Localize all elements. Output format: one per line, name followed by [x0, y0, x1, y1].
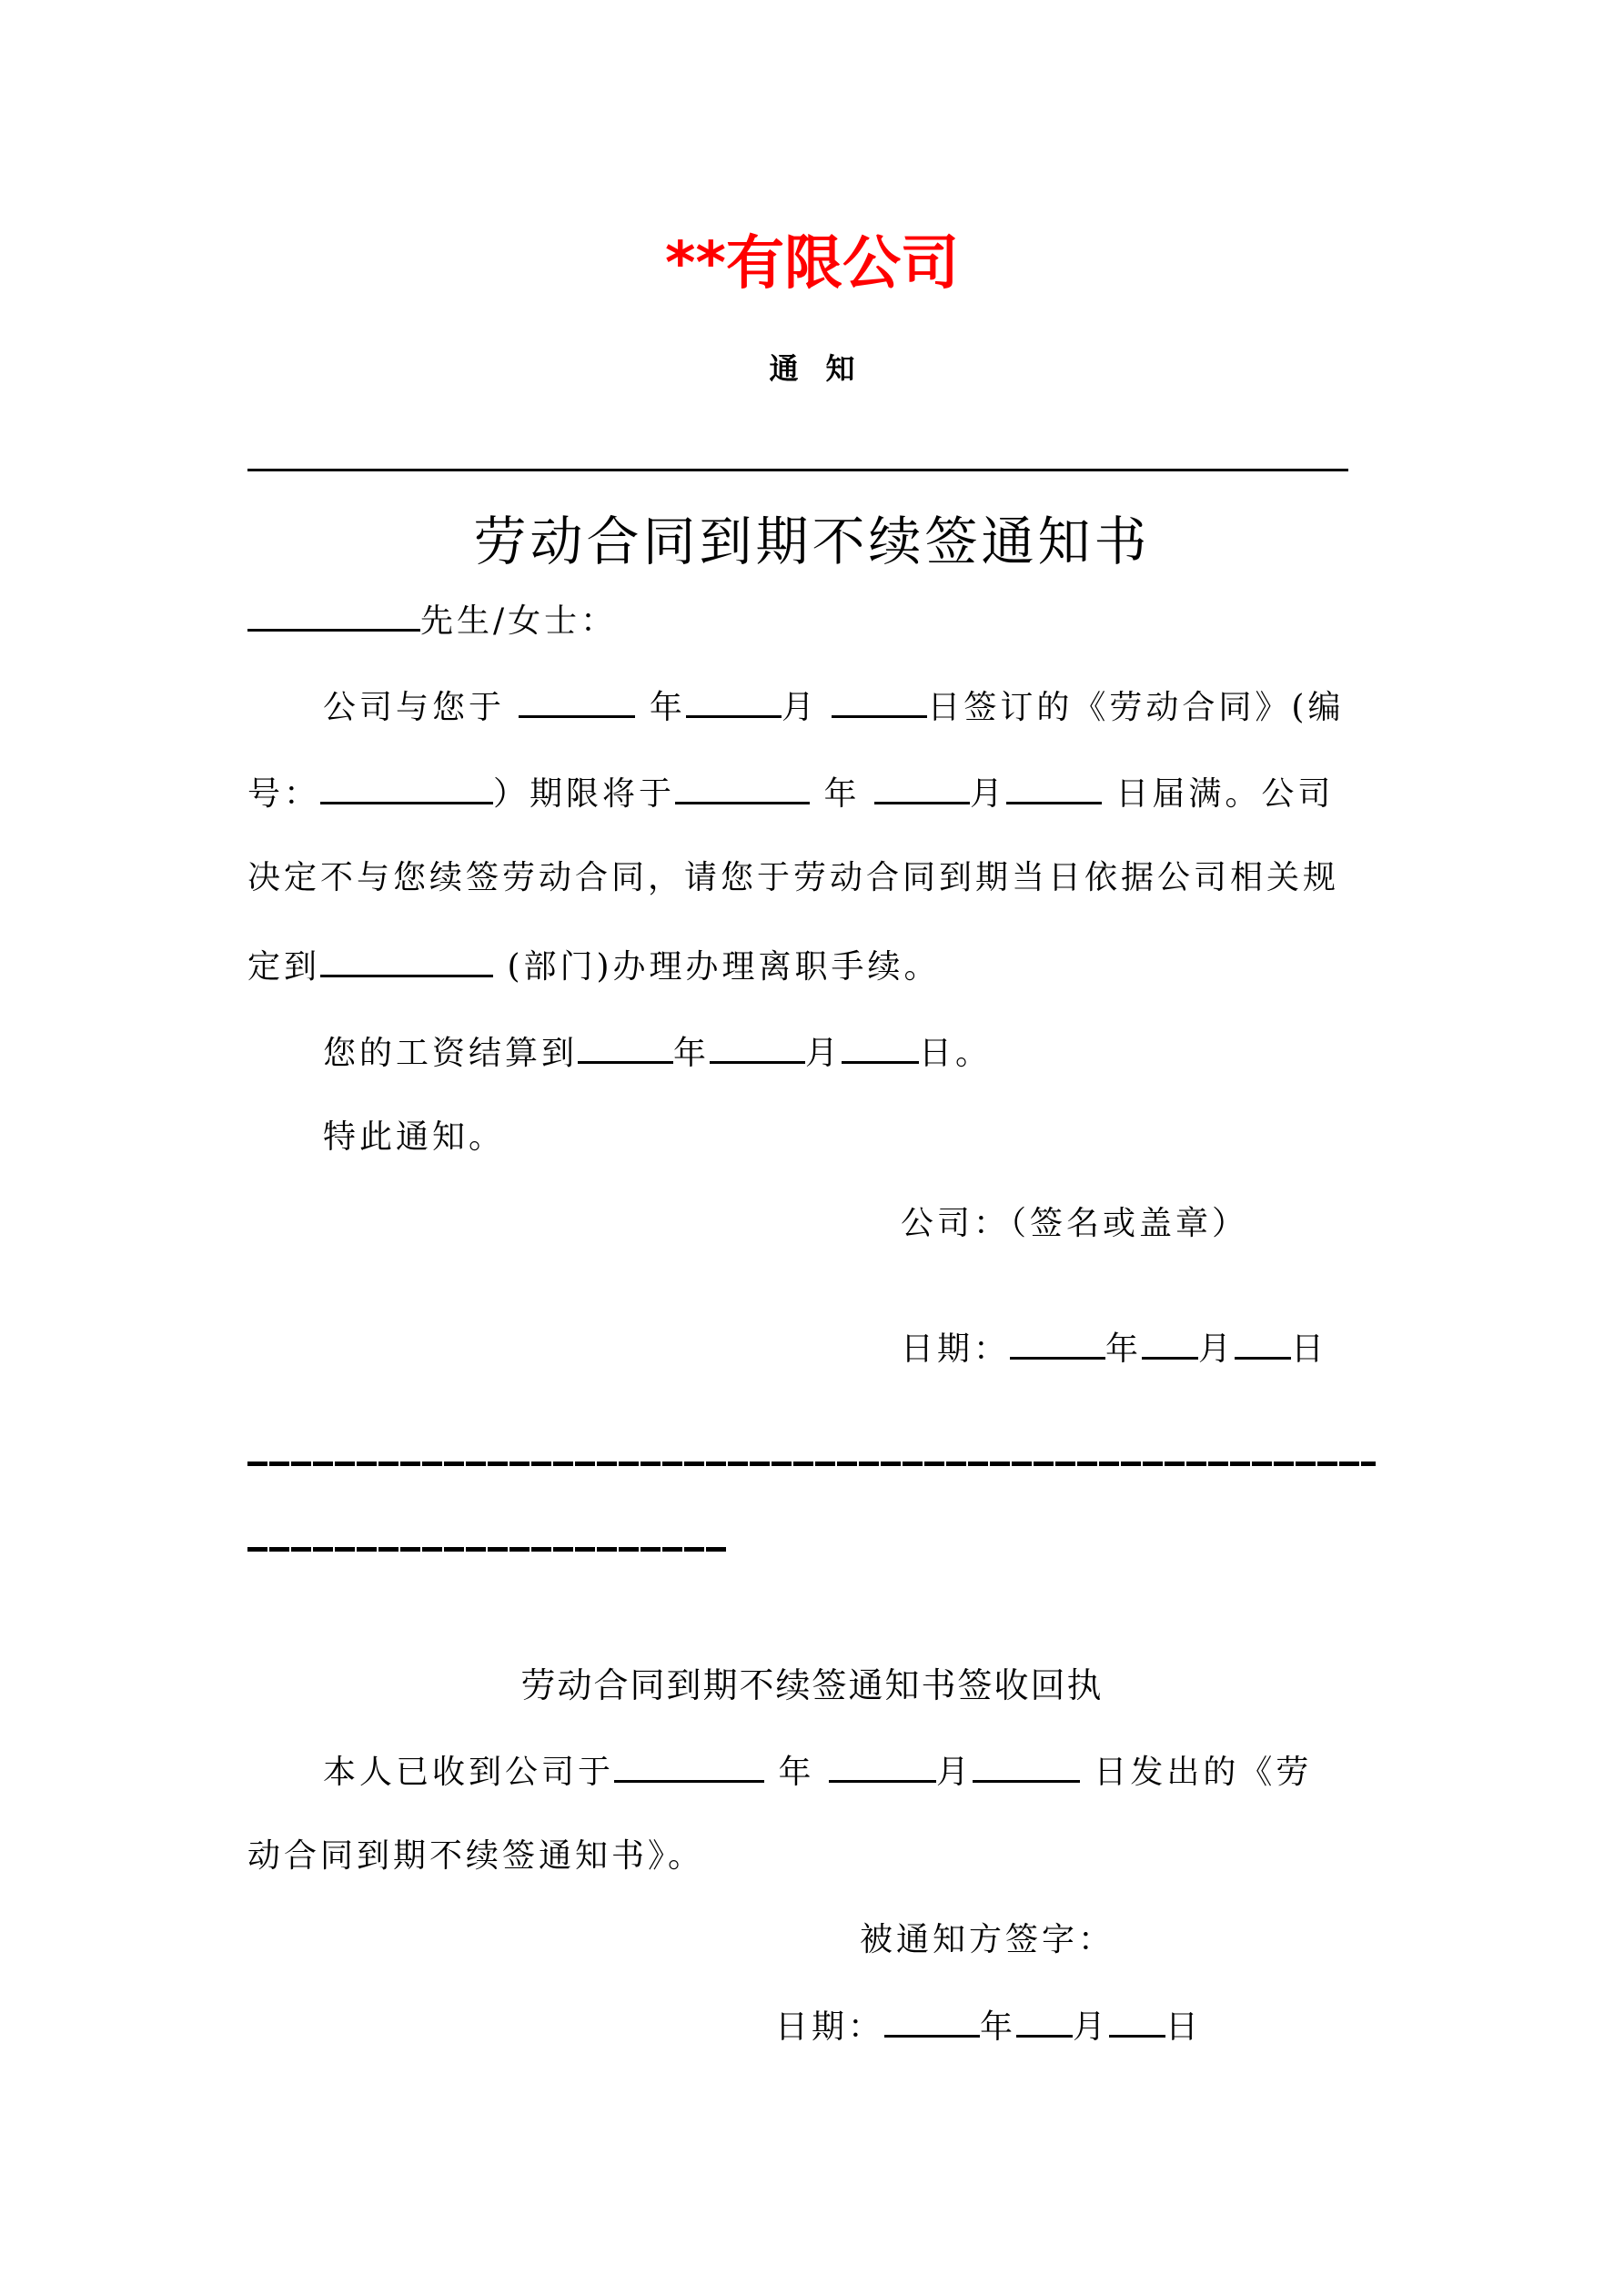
text: 年	[649, 689, 686, 726]
text: 年	[823, 775, 861, 813]
text: 公司与您于	[323, 689, 506, 726]
document-title: 劳动合同到期不续签通知书	[473, 511, 1151, 572]
text: 号：	[247, 775, 321, 813]
text: 月	[1073, 2008, 1110, 2046]
salary-month-blank[interactable]	[710, 1028, 805, 1064]
receipt-line2: 动合同到期不续签通知书》。	[247, 1837, 705, 1875]
receipt-month-blank[interactable]	[829, 1747, 936, 1783]
paragraph1-line1	[323, 683, 1344, 731]
salary-day-blank[interactable]	[842, 1028, 919, 1064]
sign-month-blank[interactable]	[686, 683, 782, 718]
cut-line-dashes	[247, 1547, 728, 1552]
department-blank[interactable]	[320, 942, 493, 977]
text: 月	[969, 775, 1006, 813]
paragraph1-line4	[247, 942, 941, 990]
text: 月	[805, 1035, 842, 1072]
salary-settlement-line	[323, 1028, 992, 1077]
text: 日	[1291, 1330, 1328, 1368]
receipt-title: 劳动合同到期不续签通知书签收回执	[520, 1665, 1104, 1705]
sign-day-blank[interactable]	[832, 683, 927, 718]
paragraph1-line2	[247, 769, 1334, 817]
cut-line-dashes	[247, 1462, 1376, 1466]
company-name: **有限公司	[665, 230, 959, 298]
recipient-name-blank[interactable]	[247, 596, 420, 632]
text: 日届满。公司	[1115, 775, 1335, 813]
text: 您的工资结算到	[323, 1035, 579, 1072]
sign-year-blank[interactable]	[519, 683, 635, 718]
text: 月	[1198, 1330, 1236, 1368]
text: 年	[980, 2008, 1017, 2046]
receipt-line1	[323, 1747, 1312, 1795]
salutation-line	[247, 596, 617, 644]
company-date-day-blank[interactable]	[1235, 1324, 1291, 1360]
notice-label: 通知	[769, 351, 883, 386]
receipt-date-month-blank[interactable]	[1016, 2002, 1073, 2038]
text: 年	[1105, 1330, 1143, 1368]
contract-number-blank[interactable]	[320, 769, 493, 804]
receipt-date-year-blank[interactable]	[884, 2002, 980, 2038]
closing-text: 特此通知。	[323, 1118, 506, 1156]
text: 日。	[919, 1035, 993, 1072]
expiry-month-blank[interactable]	[874, 769, 970, 804]
receipt-signer-label: 被通知方签字：	[860, 1921, 1115, 1958]
company-date-month-blank[interactable]	[1142, 1324, 1198, 1360]
header-divider	[247, 469, 1348, 471]
receipt-date-line	[775, 2002, 1202, 2050]
text: 日期：	[775, 2008, 885, 2046]
receipt-day-blank[interactable]	[973, 1747, 1080, 1783]
text: 年	[673, 1035, 711, 1072]
text: 日	[1165, 2008, 1203, 2046]
receipt-date-day-blank[interactable]	[1109, 2002, 1165, 2038]
text: 定到	[247, 948, 321, 986]
salary-year-blank[interactable]	[578, 1028, 673, 1064]
text: 月	[935, 1754, 973, 1791]
text: (部门)办理办理离职手续。	[507, 948, 941, 986]
text: 本人已收到公司于	[323, 1754, 615, 1791]
receipt-year-blank[interactable]	[614, 1747, 764, 1783]
salutation: 先生/女士：	[420, 602, 618, 640]
text: 日期：	[901, 1330, 1011, 1368]
company-date-year-blank[interactable]	[1010, 1324, 1105, 1360]
paragraph1-line3: 决定不与您续签劳动合同，请您于劳动合同到期当日依据公司相关规	[247, 859, 1340, 896]
text: ）期限将于	[493, 775, 676, 813]
expiry-year-blank[interactable]	[675, 769, 810, 804]
text: 日签订的《劳动合同》(编	[927, 689, 1345, 726]
company-date-line	[901, 1324, 1327, 1372]
text: 月	[781, 689, 818, 726]
company-signature-label: 公司：（签名或盖章）	[901, 1205, 1249, 1242]
text: 年	[778, 1754, 815, 1791]
expiry-day-blank[interactable]	[1006, 769, 1102, 804]
text: 日发出的《劳	[1094, 1754, 1313, 1791]
